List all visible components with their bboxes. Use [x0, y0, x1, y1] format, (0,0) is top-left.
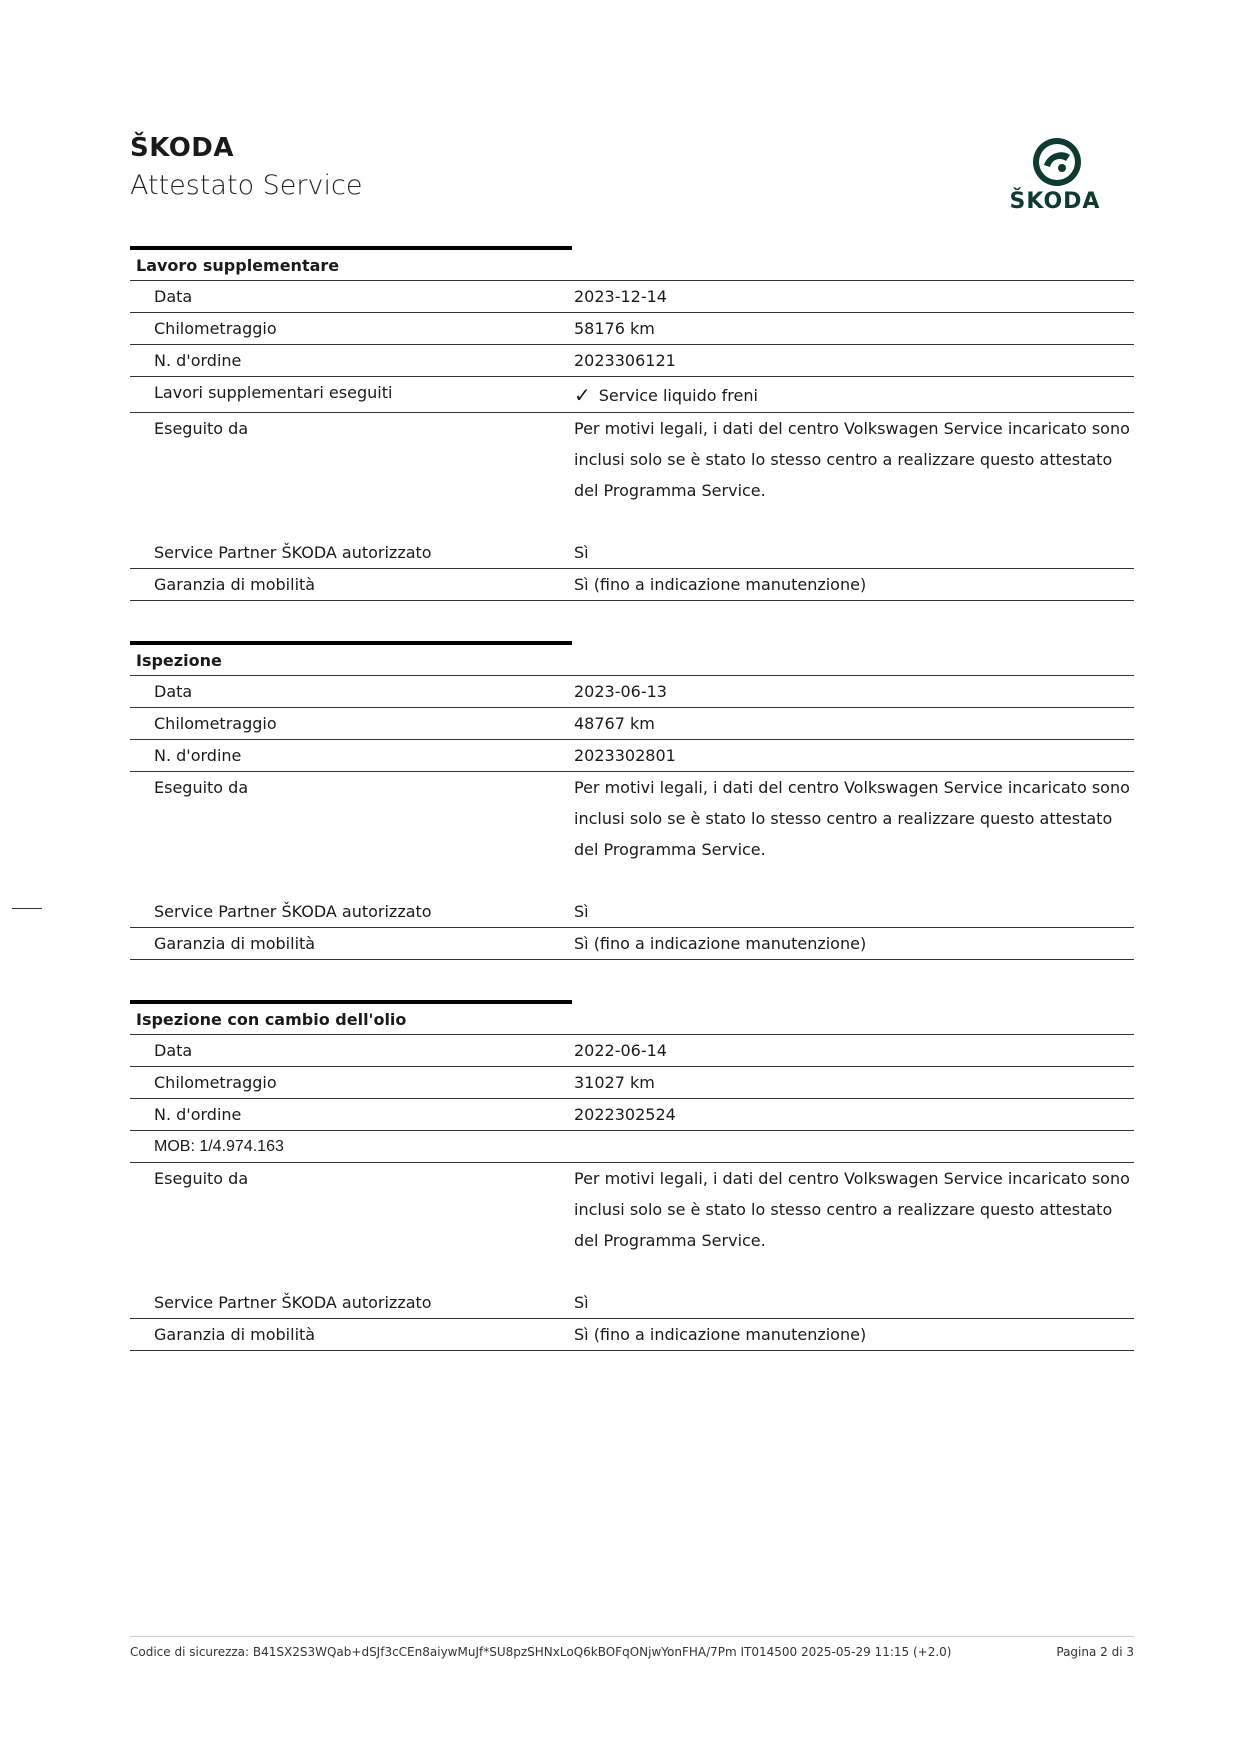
mob-number: MOB: 1/4.974.163: [154, 1138, 284, 1155]
row-label: Data: [154, 1041, 193, 1060]
row-extra-work: [130, 377, 1134, 413]
row-label: Chilometraggio: [154, 1073, 277, 1092]
row-km: [130, 313, 1134, 345]
row-label: Data: [154, 682, 193, 701]
section-title: Ispezione: [130, 645, 1134, 676]
section-ispezione: [130, 641, 1134, 960]
row-value: 58176 km: [574, 319, 655, 338]
row-value: 2022-06-14: [574, 1041, 667, 1060]
row-value: Sì: [574, 543, 589, 562]
row-order: [130, 345, 1134, 377]
row-value: Sì (fino a indicazione manutenzione): [574, 934, 867, 953]
row-label: Service Partner ŠKODA autorizzato: [154, 1293, 432, 1312]
row-label: Garanzia di mobilità: [154, 575, 316, 594]
row-label: Chilometraggio: [154, 714, 277, 733]
row-performed-by: [130, 772, 1134, 896]
row-partner: [130, 1287, 1134, 1319]
row-value: Sì (fino a indicazione manutenzione): [574, 575, 867, 594]
checkmark-icon: ✓: [574, 383, 591, 407]
extra-work-value: Service liquido freni: [598, 386, 758, 405]
row-data: [130, 281, 1134, 313]
row-label: N. d'ordine: [154, 351, 242, 370]
row-label: Chilometraggio: [154, 319, 277, 338]
row-label: Garanzia di mobilità: [154, 934, 316, 953]
row-value: 2022302524: [574, 1105, 676, 1124]
document-title: Attestato Service: [130, 170, 363, 201]
row-label: N. d'ordine: [154, 1105, 242, 1124]
security-code: Codice di sicurezza: B41SX2S3WQab+dSJf3cCEn8aiywMuJf*SU8pzSHNxLoQ6kBOFqONjwYonFHA/7Pm IT014500 2025-05-29 11:15 (+2.0): [130, 1645, 952, 1659]
row-value: Per motivi legali, i dati del centro Volkswagen Service incaricato sono inclusi solo se è stato lo stesso centro a realizzare questo attestato del Programma Service.: [574, 778, 1130, 859]
row-mob: [130, 1131, 1134, 1163]
brand-title: ŠKODA: [130, 133, 235, 163]
row-value: 2023302801: [574, 746, 676, 765]
row-km: [130, 1067, 1134, 1099]
row-mobility: [130, 928, 1134, 960]
row-value: [574, 377, 1134, 412]
row-value: Sì: [574, 1293, 589, 1312]
section-lavoro-supplementare: [130, 246, 1134, 601]
row-order: [130, 1099, 1134, 1131]
row-value: 2023-06-13: [574, 682, 667, 701]
row-value: 2023306121: [574, 351, 676, 370]
row-km: [130, 708, 1134, 740]
row-order: [130, 740, 1134, 772]
row-label: Lavori supplementari eseguiti: [154, 383, 393, 402]
row-value: 2023-12-14: [574, 287, 667, 306]
row-label: Service Partner ŠKODA autorizzato: [154, 543, 432, 562]
row-value: Per motivi legali, i dati del centro Volkswagen Service incaricato sono inclusi solo se è stato lo stesso centro a realizzare questo attestato del Programma Service.: [574, 1169, 1130, 1250]
row-performed-by: [130, 413, 1134, 537]
row-mobility: [130, 1319, 1134, 1351]
row-label: Eseguito da: [154, 1169, 249, 1188]
row-value: Sì: [574, 902, 589, 921]
row-partner: [130, 896, 1134, 928]
row-partner: [130, 537, 1134, 569]
skoda-logo: [1000, 135, 1120, 217]
row-label: Eseguito da: [154, 778, 249, 797]
row-value: 48767 km: [574, 714, 655, 733]
row-label: Garanzia di mobilità: [154, 1325, 316, 1344]
section-title: Lavoro supplementare: [130, 250, 1134, 281]
page-footer: [130, 1636, 1134, 1659]
skoda-wing-arrow-icon: [1000, 135, 1110, 189]
margin-mark: [12, 908, 42, 909]
row-data: [130, 676, 1134, 708]
row-label: Eseguito da: [154, 419, 249, 438]
row-mobility: [130, 569, 1134, 601]
page-number: Pagina 2 di 3: [1056, 1645, 1134, 1659]
section-ispezione-cambio-olio: [130, 1000, 1134, 1351]
row-value: Per motivi legali, i dati del centro Volkswagen Service incaricato sono inclusi solo se è stato lo stesso centro a realizzare questo attestato del Programma Service.: [574, 419, 1130, 500]
row-data: [130, 1035, 1134, 1067]
row-label: N. d'ordine: [154, 746, 242, 765]
row-label: Data: [154, 287, 193, 306]
section-title: Ispezione con cambio dell'olio: [130, 1004, 1134, 1035]
row-performed-by: [130, 1163, 1134, 1287]
logo-wordmark: ŠKODA: [1009, 189, 1101, 214]
row-value: 31027 km: [574, 1073, 655, 1092]
row-value: Sì (fino a indicazione manutenzione): [574, 1325, 867, 1344]
row-label: Service Partner ŠKODA autorizzato: [154, 902, 432, 921]
